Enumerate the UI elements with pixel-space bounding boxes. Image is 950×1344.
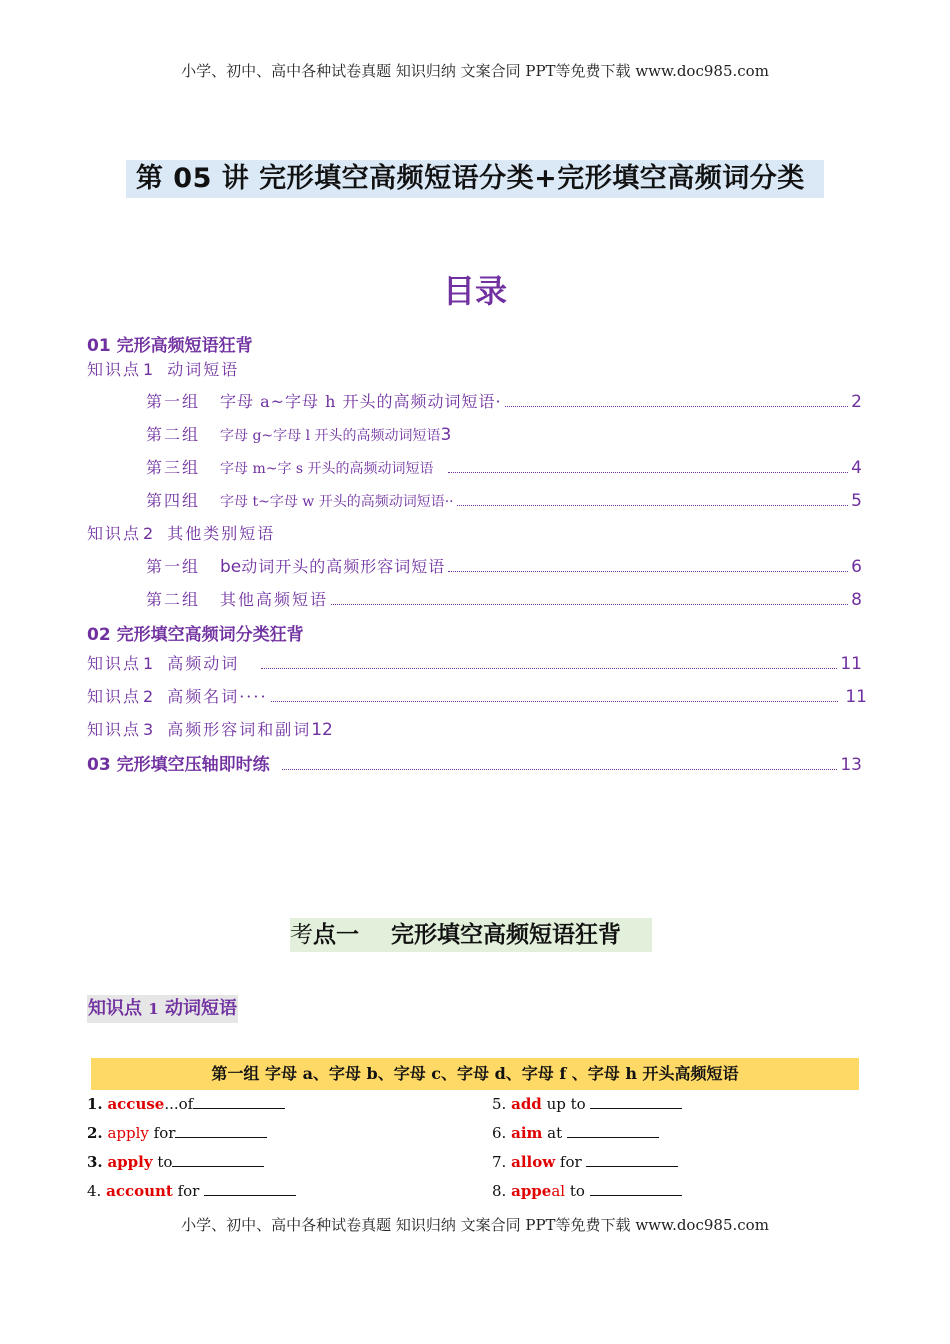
toc-item-text: 字母 t~字母 w 开头的高频动词短语··: [220, 494, 454, 510]
toc-item-label: 知识点: [87, 720, 142, 739]
kp-title: 动词短语: [165, 998, 237, 1019]
toc-item-num: 2: [143, 687, 154, 706]
toc-item-page: 13: [840, 755, 862, 775]
toc-heading: 目录: [442, 272, 507, 310]
kaodian-kao: 考: [290, 922, 313, 948]
toc-leader-dots: [331, 603, 848, 605]
toc-item-text: 高频形容词和副词: [167, 720, 312, 739]
toc-kp1[interactable]: [87, 357, 239, 380]
exercise-rest: for: [172, 1182, 205, 1200]
toc-item-group: 第三组: [146, 458, 201, 477]
toc-item-text: 其他高频短语: [220, 590, 329, 609]
kp-num: 1: [148, 1000, 159, 1018]
toc-leader-dots: [261, 667, 837, 669]
toc-item-text: 动词开头的高频形容词短语: [241, 557, 446, 576]
exercise-item-2: [87, 1123, 267, 1142]
toc-item-kp1-g3[interactable]: [146, 455, 862, 478]
toc-item-page: 4: [851, 458, 862, 478]
toc-item-text: 字母 m~字 s 开头的高频动词短语: [220, 461, 434, 477]
exercise-rest: at: [542, 1124, 567, 1142]
toc-item-kp1-g1[interactable]: [146, 389, 862, 412]
exercise-rest: to: [565, 1182, 590, 1200]
toc-kp1-label: 知识点: [87, 360, 142, 379]
page-title-text: 第 05 讲 完形填空高频短语分类+完形填空高频词分类: [135, 163, 805, 194]
knowledge-point-heading: [87, 995, 238, 1023]
exercise-rest: to: [152, 1153, 173, 1171]
toc-item-sec2-kp2[interactable]: [87, 684, 867, 707]
exercise-keyword: aim: [511, 1124, 543, 1142]
toc-leader-dots: [457, 504, 849, 506]
answer-blank[interactable]: [590, 1181, 682, 1196]
toc-kp2[interactable]: [87, 521, 275, 544]
exercise-rest: for: [555, 1153, 587, 1171]
toc-item-kp2-g2[interactable]: [146, 587, 862, 610]
kp-label: 知识点: [88, 998, 142, 1019]
exercise-keyword: account: [106, 1182, 173, 1200]
toc-item-page: 11: [845, 687, 867, 707]
exercise-rest: up to: [541, 1095, 591, 1113]
exercise-keyword: apply: [107, 1153, 153, 1171]
exercise-item-7: [492, 1152, 678, 1171]
toc-kp2-label: 知识点: [87, 524, 142, 543]
exercise-number: 1.: [87, 1095, 103, 1113]
toc-item-text: 高频动词: [167, 654, 240, 673]
group-header-bar: 第一组 字母 a、字母 b、字母 c、字母 d、字母 f 、字母 h 开头高频短语: [91, 1058, 859, 1090]
exercise-rest: for: [148, 1124, 176, 1142]
toc-item-sec2-kp1[interactable]: [87, 651, 862, 674]
page-header: 小学、初中、高中各种试卷真题 知识归纳 文案合同 PPT等免费下载 www.doc985.com: [181, 62, 769, 80]
toc-item-group: 第二组: [146, 590, 201, 609]
answer-blank[interactable]: [193, 1094, 285, 1109]
toc-leader-dots: [271, 700, 839, 702]
answer-blank[interactable]: [567, 1123, 659, 1138]
exercise-number: 3.: [87, 1153, 103, 1171]
exercise-number: 2.: [87, 1124, 103, 1142]
toc-item-num: 1: [143, 654, 154, 673]
toc-item-group: 第二组: [146, 425, 201, 444]
toc-item-group: 第四组: [146, 491, 201, 510]
exercise-item-5: [492, 1094, 682, 1113]
toc-item-page: 12: [311, 720, 333, 740]
exercise-keyword: accuse: [107, 1095, 165, 1113]
page-title: [126, 160, 824, 198]
toc-item-num: 3: [143, 720, 154, 739]
exercise-item-6: [492, 1123, 659, 1142]
toc-item-page: 8: [851, 590, 862, 610]
exercise-number: 8.: [492, 1182, 507, 1200]
toc-item-page: 2: [851, 392, 862, 412]
toc-item-sec2-kp3[interactable]: [87, 717, 333, 740]
toc-item-text: 高频名词····: [167, 687, 268, 706]
toc-item-group: 第一组: [146, 557, 201, 576]
exercise-keyword: add: [511, 1095, 542, 1113]
toc-leader-dots: [505, 405, 849, 407]
kaodian-heading: [290, 918, 652, 952]
kaodian-number: 点一: [313, 922, 359, 948]
page-footer: 小学、初中、高中各种试卷真题 知识归纳 文案合同 PPT等免费下载 www.doc985.com: [181, 1216, 769, 1234]
toc-leader-dots: [448, 570, 848, 572]
toc-kp2-num: 2: [143, 524, 154, 543]
toc-item-page: 3: [440, 425, 452, 445]
exercise-keyword-rest: al: [551, 1182, 566, 1200]
exercise-keyword: appe: [511, 1182, 552, 1200]
answer-blank[interactable]: [204, 1181, 296, 1196]
exercise-item-8: [492, 1181, 682, 1200]
toc-kp2-title: 其他类别短语: [167, 524, 276, 543]
toc-section-01[interactable]: 01 完形高频短语狂背: [87, 336, 253, 356]
toc-item-kp1-g4[interactable]: [146, 488, 862, 511]
kaodian-title: 完形填空高频短语狂背: [391, 922, 621, 948]
exercise-number: 6.: [492, 1124, 507, 1142]
exercise-keyword-rest: pply: [116, 1124, 149, 1142]
toc-section-02[interactable]: 02 完形填空高频词分类狂背: [87, 625, 304, 645]
answer-blank[interactable]: [172, 1152, 264, 1167]
toc-kp1-title: 动词短语: [167, 360, 240, 379]
answer-blank[interactable]: [586, 1152, 678, 1167]
answer-blank[interactable]: [590, 1094, 682, 1109]
toc-item-group: 第一组: [146, 392, 201, 411]
exercise-item-3: [87, 1152, 264, 1171]
toc-kp1-num: 1: [143, 360, 154, 379]
toc-item-page: 11: [840, 654, 862, 674]
exercise-item-1: [87, 1094, 285, 1113]
toc-section-03[interactable]: [87, 750, 862, 775]
toc-item-page: 6: [851, 557, 862, 577]
toc-item-label: 知识点: [87, 654, 142, 673]
exercise-number: 4.: [87, 1182, 102, 1200]
exercise-keyword: allow: [511, 1153, 556, 1171]
answer-blank[interactable]: [175, 1123, 267, 1138]
toc-leader-dots: [282, 768, 838, 770]
exercise-item-4: [87, 1181, 296, 1200]
exercise-number: 5.: [492, 1095, 507, 1113]
toc-item-label: 知识点: [87, 687, 142, 706]
toc-item-kp1-g2[interactable]: [146, 422, 451, 445]
exercise-number: 7.: [492, 1153, 507, 1171]
toc-item-text: 字母 g~字母 l 开头的高频动词短语: [220, 428, 441, 444]
toc-item-page: 5: [851, 491, 862, 511]
exercise-rest: ...of: [164, 1095, 194, 1113]
toc-section-03-title: 03 完形填空压轴即时练: [87, 755, 270, 775]
toc-item-kp2-g1[interactable]: [146, 554, 862, 577]
exercise-keyword: a: [107, 1124, 117, 1142]
toc-leader-dots: [448, 471, 849, 473]
toc-item-text: 字母 a~字母 h 开头的高频动词短语·: [220, 392, 502, 411]
toc-item-be: be: [220, 557, 242, 577]
